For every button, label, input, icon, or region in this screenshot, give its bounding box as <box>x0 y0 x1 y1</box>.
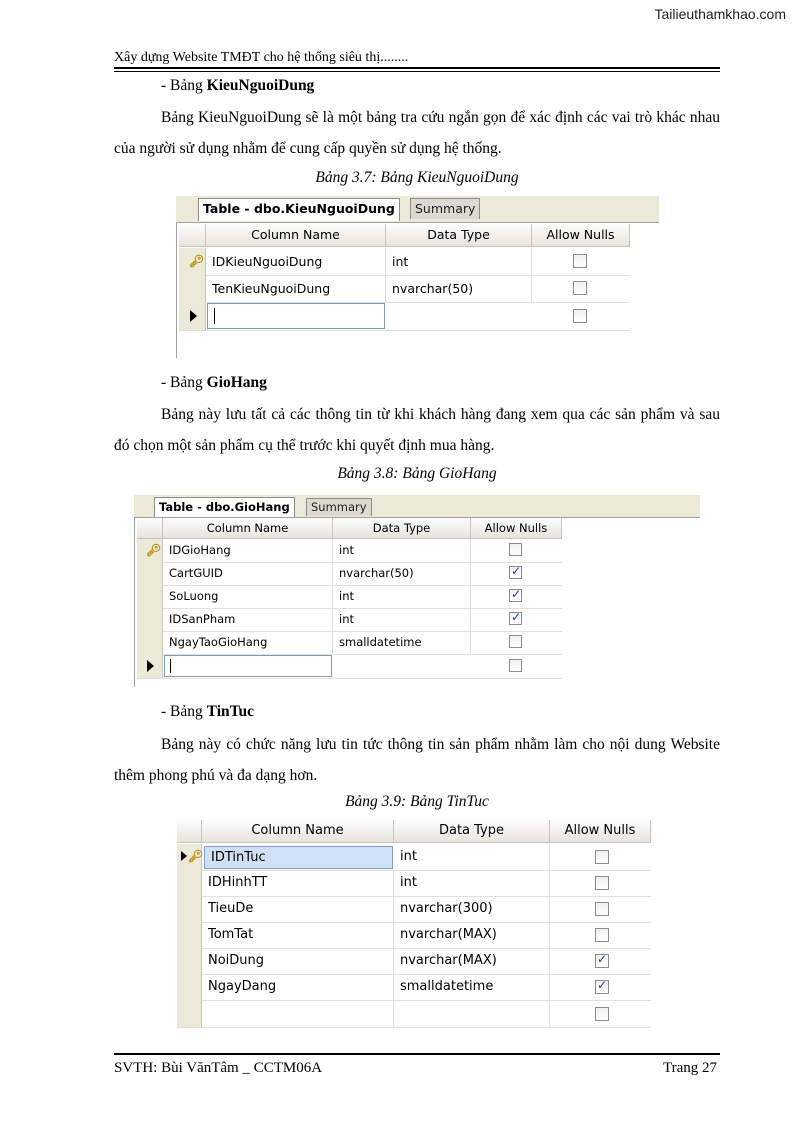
paragraph-tintuc: Bảng này có chức năng lưu tin tức thông tin sản phẩm nhằm làm cho nội dung Website thêm phong phú và đa dạng hơn. <box>114 736 720 784</box>
allow-nulls-checkbox[interactable] <box>595 876 609 890</box>
watermark: Tailieuthamkhao.com <box>654 6 786 22</box>
header-rule-thick <box>114 67 720 69</box>
current-row-arrow-icon <box>181 851 187 861</box>
col-header-column-name[interactable]: Column Name <box>202 820 394 842</box>
data-type-cell[interactable]: int <box>394 870 550 896</box>
col-header-data-type[interactable]: Data Type <box>394 820 550 842</box>
allow-nulls-checkbox[interactable] <box>595 850 609 864</box>
data-type-cell[interactable]: smalldatetime <box>333 631 471 654</box>
allow-nulls-checkbox[interactable] <box>509 543 522 556</box>
table-row[interactable] <box>177 844 651 871</box>
allow-nulls-checkbox[interactable] <box>509 589 522 602</box>
primary-key-icon: 🔑︎ <box>189 254 205 268</box>
page-number: Trang 27 <box>662 1060 717 1076</box>
table-row[interactable] <box>177 974 651 1001</box>
data-type-cell[interactable]: smalldatetime <box>394 974 550 1000</box>
footer-author: SVTH: Bùi VănTâm _ CCTM06A <box>114 1060 323 1076</box>
new-column-name-cell[interactable] <box>202 1000 394 1027</box>
data-type-cell[interactable]: int <box>386 248 532 275</box>
table-row[interactable] <box>177 896 651 923</box>
allow-nulls-checkbox[interactable] <box>595 928 609 942</box>
col-header-column-name[interactable]: Column Name <box>163 518 333 538</box>
column-name-cell[interactable]: TieuDe <box>202 896 394 922</box>
data-type-cell[interactable]: nvarchar(50) <box>386 275 532 302</box>
column-name-cell[interactable]: TomTat <box>202 922 394 948</box>
table-row[interactable] <box>179 248 630 276</box>
allow-nulls-checkbox[interactable] <box>509 566 522 579</box>
data-type-cell[interactable]: nvarchar(MAX) <box>394 948 550 974</box>
column-name-cell[interactable]: CartGUID <box>163 562 333 585</box>
col-header-data-type[interactable]: Data Type <box>333 518 471 538</box>
caption-table-3-7: Bảng 3.7: Bảng KieuNguoiDung <box>315 169 519 186</box>
footer-rule <box>114 1053 720 1055</box>
new-column-name-input[interactable] <box>207 303 385 329</box>
column-name-cell[interactable]: IDTinTuc <box>204 846 393 869</box>
table-row[interactable] <box>177 870 651 897</box>
tab-summary[interactable]: Summary <box>410 198 480 219</box>
primary-key-icon: 🔑︎ <box>188 849 204 863</box>
data-type-cell[interactable]: int <box>333 608 471 631</box>
table-row[interactable] <box>137 562 562 586</box>
header-rule-thin <box>114 71 720 72</box>
section-heading-tintuc: - Bảng TinTuc <box>161 703 255 720</box>
col-header-allow-nulls[interactable]: Allow Nulls <box>532 224 630 246</box>
section-heading-giohang: - Bảng GioHang <box>161 374 267 391</box>
data-type-cell[interactable]: nvarchar(50) <box>333 562 471 585</box>
tab-table-kieunguoidung[interactable]: Table - dbo.KieuNguoiDung <box>198 198 400 221</box>
column-name-cell[interactable]: NgayDang <box>202 974 394 1000</box>
new-data-type-cell[interactable] <box>394 1000 550 1027</box>
allow-nulls-checkbox[interactable] <box>509 612 522 625</box>
table-row[interactable] <box>177 922 651 949</box>
column-name-cell[interactable]: IDHinhTT <box>202 870 394 896</box>
new-column-name-input[interactable] <box>164 655 332 677</box>
current-row-arrow-icon <box>190 310 197 322</box>
section-heading-kieunguoidung: - Bảng KieuNguoiDung <box>161 77 315 94</box>
column-name-cell[interactable]: IDKieuNguoiDung <box>206 248 386 275</box>
table-row-new[interactable] <box>177 1000 651 1028</box>
allow-nulls-checkbox[interactable] <box>573 309 587 323</box>
col-header-column-name[interactable]: Column Name <box>206 224 386 246</box>
page-header: Xây dựng Website TMĐT cho hệ thống siêu thị........ <box>114 50 409 65</box>
column-name-cell[interactable]: NgayTaoGioHang <box>163 631 333 654</box>
tab-table-giohang[interactable]: Table - dbo.GioHang <box>154 497 295 517</box>
paragraph-giohang: Bảng này lưu tất cả các thông tin từ khi khách hàng đang xem qua các sản phẩm và sau đó chọn một sản phẩm cụ thể trước khi quyết định mua hàng. <box>114 406 720 454</box>
col-header-allow-nulls[interactable]: Allow Nulls <box>550 820 651 842</box>
allow-nulls-checkbox[interactable] <box>573 281 587 295</box>
allow-nulls-checkbox[interactable] <box>595 902 609 916</box>
allow-nulls-checkbox[interactable] <box>509 659 522 672</box>
allow-nulls-checkbox[interactable] <box>573 254 587 268</box>
primary-key-icon: 🔑︎ <box>146 543 162 557</box>
table-row-new[interactable] <box>137 654 562 679</box>
data-type-cell[interactable]: nvarchar(300) <box>394 896 550 922</box>
col-header-data-type[interactable]: Data Type <box>386 224 532 246</box>
allow-nulls-checkbox[interactable] <box>509 635 522 648</box>
col-header-allow-nulls[interactable]: Allow Nulls <box>471 518 562 538</box>
allow-nulls-checkbox[interactable] <box>595 980 609 994</box>
column-name-cell[interactable]: IDSanPham <box>163 608 333 631</box>
table-row[interactable] <box>177 948 651 975</box>
column-name-cell[interactable]: SoLuong <box>163 585 333 608</box>
table-row-new[interactable] <box>179 302 630 331</box>
allow-nulls-checkbox[interactable] <box>595 1007 609 1021</box>
allow-nulls-checkbox[interactable] <box>595 954 609 968</box>
caption-table-3-9: Bảng 3.9: Bảng TinTuc <box>345 793 489 810</box>
column-name-cell[interactable]: NoiDung <box>202 948 394 974</box>
data-type-cell[interactable]: nvarchar(MAX) <box>394 922 550 948</box>
table-row[interactable] <box>137 539 562 563</box>
tab-summary[interactable]: Summary <box>306 498 372 516</box>
column-name-cell[interactable]: IDGioHang <box>163 539 333 562</box>
data-type-cell[interactable]: int <box>333 539 471 562</box>
data-type-cell[interactable]: int <box>333 585 471 608</box>
table-row[interactable] <box>137 608 562 632</box>
paragraph-kieunguoidung: Bảng KieuNguoiDung sẽ là một bảng tra cứu ngắn gọn để xác định các vai trò khác nhau của người sử dụng nhằm để cung cấp quyền sử dụng hệ thống. <box>114 109 720 157</box>
current-row-arrow-icon <box>147 660 154 672</box>
caption-table-3-8: Bảng 3.8: Bảng GioHang <box>337 465 497 482</box>
table-row[interactable] <box>137 585 562 609</box>
column-name-cell[interactable]: TenKieuNguoiDung <box>206 275 386 302</box>
table-row[interactable] <box>179 275 630 303</box>
table-row[interactable] <box>137 631 562 655</box>
data-type-cell[interactable]: int <box>394 844 550 870</box>
